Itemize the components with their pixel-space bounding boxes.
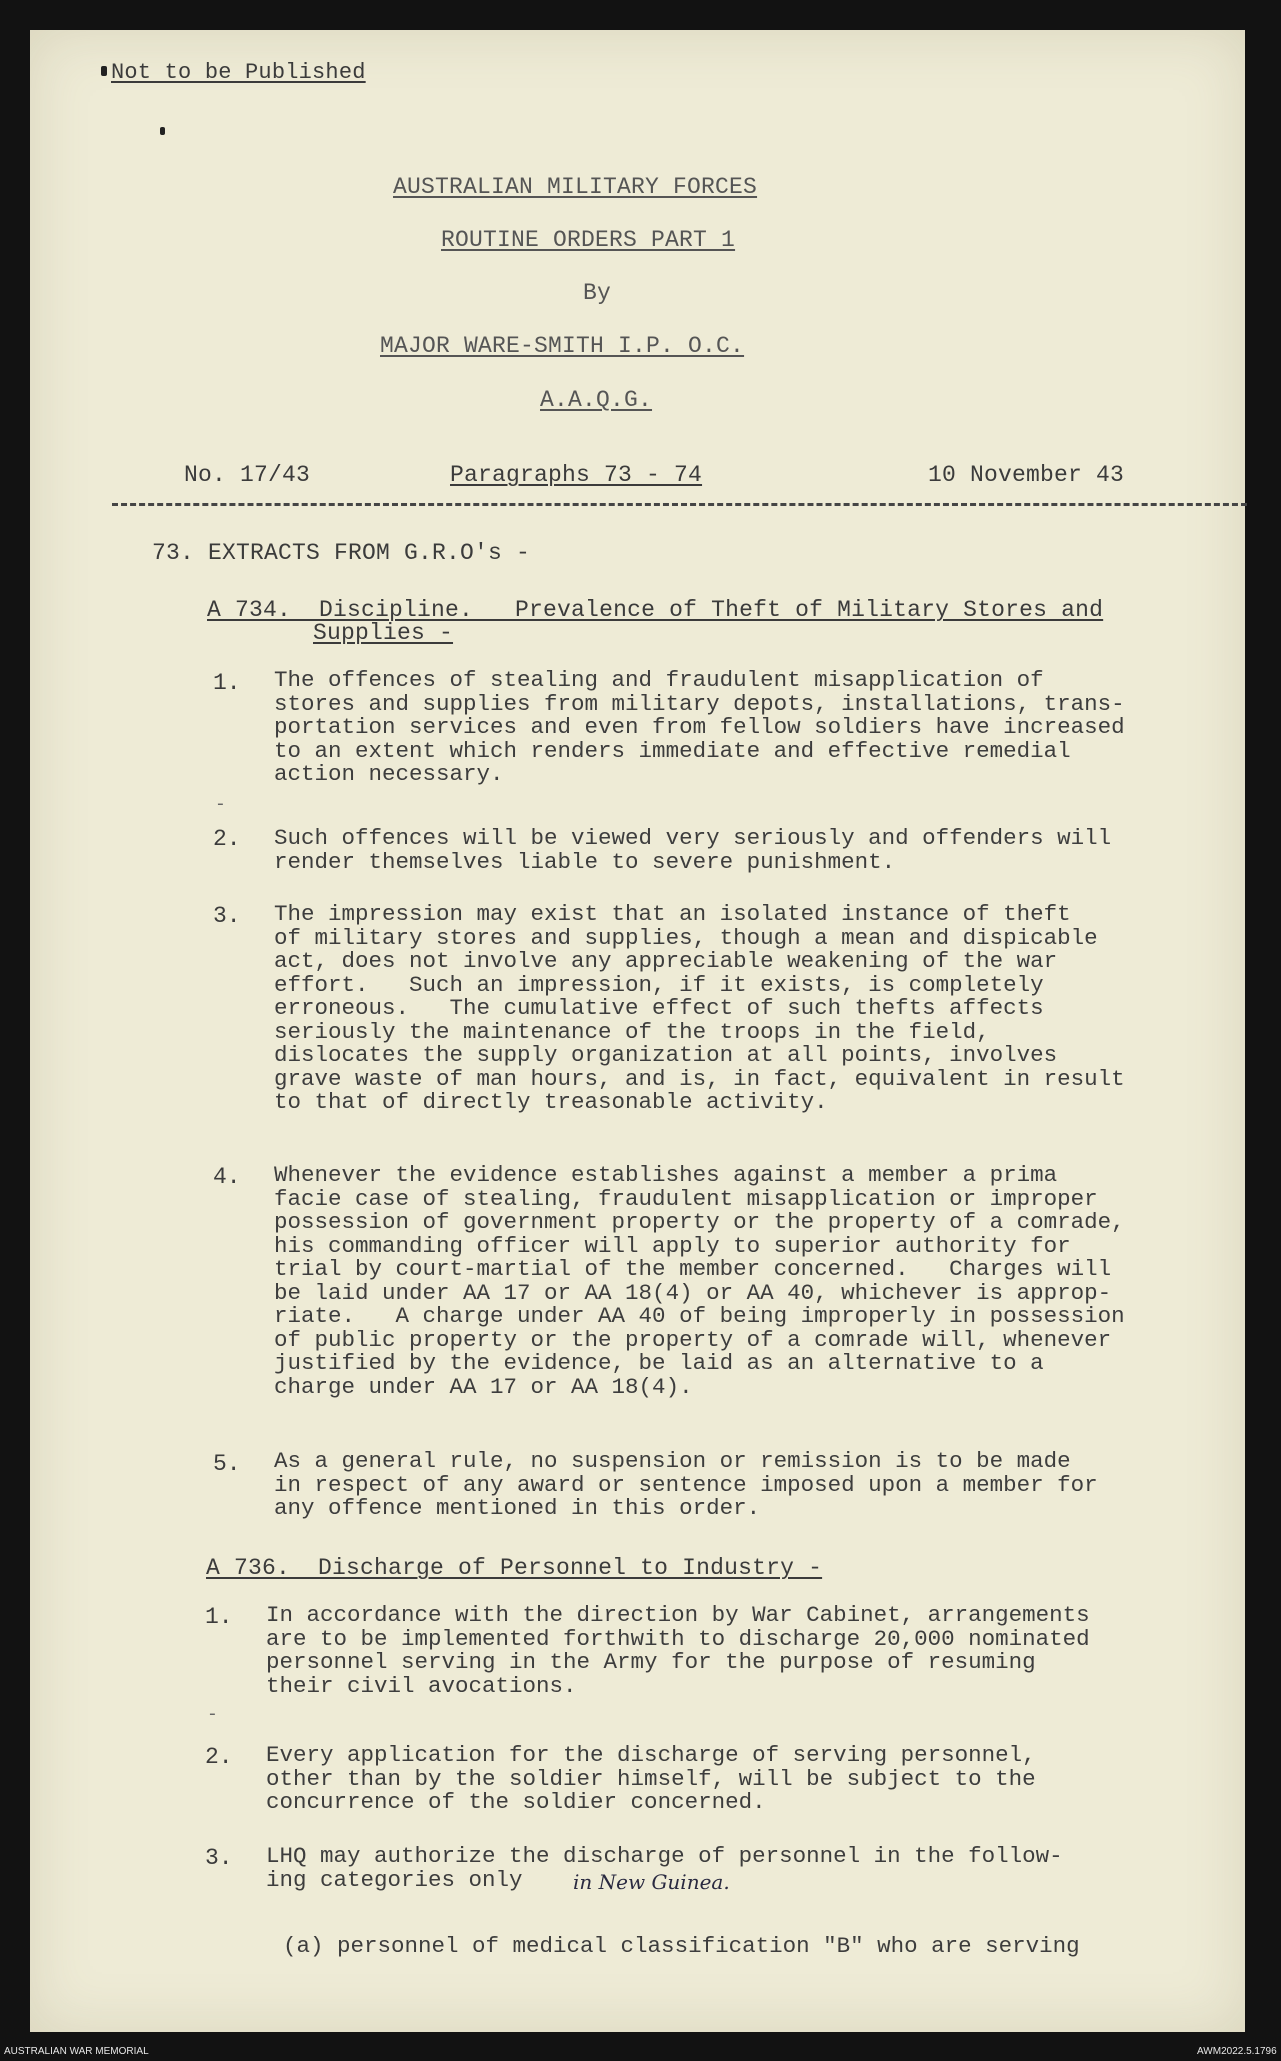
paragraph-range: Paragraphs 73 - 74 [450,462,703,488]
a736-item-2-text: Every application for the discharge of serving personnel, other than by the soldier himself, will be subject to the concurrence of the soldier concerned. [266,1742,1036,1815]
a736-heading: A 736. Discharge of Personnel to Industry - [206,1555,823,1581]
a734-item-4-text: Whenever the evidence establishes against a member a prima facie case of stealing, fraudulent misapplication or improper possession of government property or the property of a comrade, his commanding officer will apply to superior authority for trial by court-martial of the member concerned. Charges will be laid under AA 17 or AA 18(4) or AA 40, whichever is approp- riate. A charge under AA 40 of being improperly in possession of public property or the property of a comrade will, whenever justified by the evidence, be laid as an alternative to a charge under AA 17 or AA 18(4). [274,1162,1125,1400]
a734-item-5-text: As a general rule, no suspension or remission is to be made in respect of any award or sentence imposed upon a member for any offence mentioned in this order. [274,1448,1098,1521]
a734-item-1-text: The offences of stealing and fraudulent misapplication of stores and supplies from military depots, installations, trans- portation services and even from fellow soldiers have increased to an extent which renders immediate and effective remedial action necessary. [274,667,1125,787]
header-line-4: MAJOR WARE-SMITH I.P. O.C. [380,333,745,359]
a734-item-5-number: 5. [213,1451,241,1477]
a734-item-2-number: 2. [213,826,241,852]
a736-item-1-text: In accordance with the direction by War Cabinet, arrangements are to be implemented forthwith to discharge 20,000 nominated personnel serving in the Army for the purpose of resuming their civil avocations. [266,1602,1090,1699]
footer-accession: AWM2022.5.1796 [1197,2046,1277,2057]
order-date: 10 November 43 [928,462,1125,488]
a734-item-4-number: 4. [213,1164,241,1190]
a734-heading-cont: Supplies - [313,620,454,646]
divider-rule [112,503,1247,506]
a734-item-3-text: The impression may exist that an isolated instance of theft of military stores and supplies, though a mean and dispicable act, does not involve any appreciable weakening of the war effort. Such an impression, if it exists, is completely erroneous. The cumulative effect of such thefts affects seriously the maintenance of the troops in the field, dislocates the supply organization at all points, involves grave waste of man hours, and is, in fact, equivalent in result to that of directly treasonable activity. [274,901,1125,1115]
stray-mark: - [215,795,226,815]
header-line-5: A.A.Q.G. [540,387,653,413]
a734-heading: A 734. Discipline. Prevalence of Theft of Military Stores and [207,597,1104,623]
a736-item-2-number: 2. [205,1744,233,1770]
a736-item-3-number: 3. [205,1845,233,1871]
header-line-1: AUSTRALIAN MILITARY FORCES [393,174,758,200]
punch-mark [101,66,107,76]
a736-item-1-number: 1. [205,1604,233,1630]
footer-source: AUSTRALIAN WAR MEMORIAL [4,2046,149,2057]
a734-item-3-number: 3. [213,903,241,929]
a736-item-3a-text: (a) personnel of medical classification "B" who are serving [283,1933,1080,1959]
a734-item-2-text: Such offences will be viewed very seriously and offenders will render themselves liable to severe punishment. [274,825,1112,875]
punch-mark [160,127,165,135]
handwritten-annotation: in New Guinea. [573,1870,730,1894]
header-line-3: By [583,280,612,306]
section-73-title: 73. EXTRACTS FROM G.R.O's - [152,540,531,566]
order-number: No. 17/43 [184,462,311,488]
stray-mark: - [207,1705,218,1725]
restriction-label: Not to be Published [111,60,366,85]
a736-item-3-text: LHQ may authorize the discharge of personnel in the follow- ing categories only [266,1843,1063,1893]
header-line-2: ROUTINE ORDERS PART 1 [441,227,736,253]
a734-item-1-number: 1. [213,670,241,696]
